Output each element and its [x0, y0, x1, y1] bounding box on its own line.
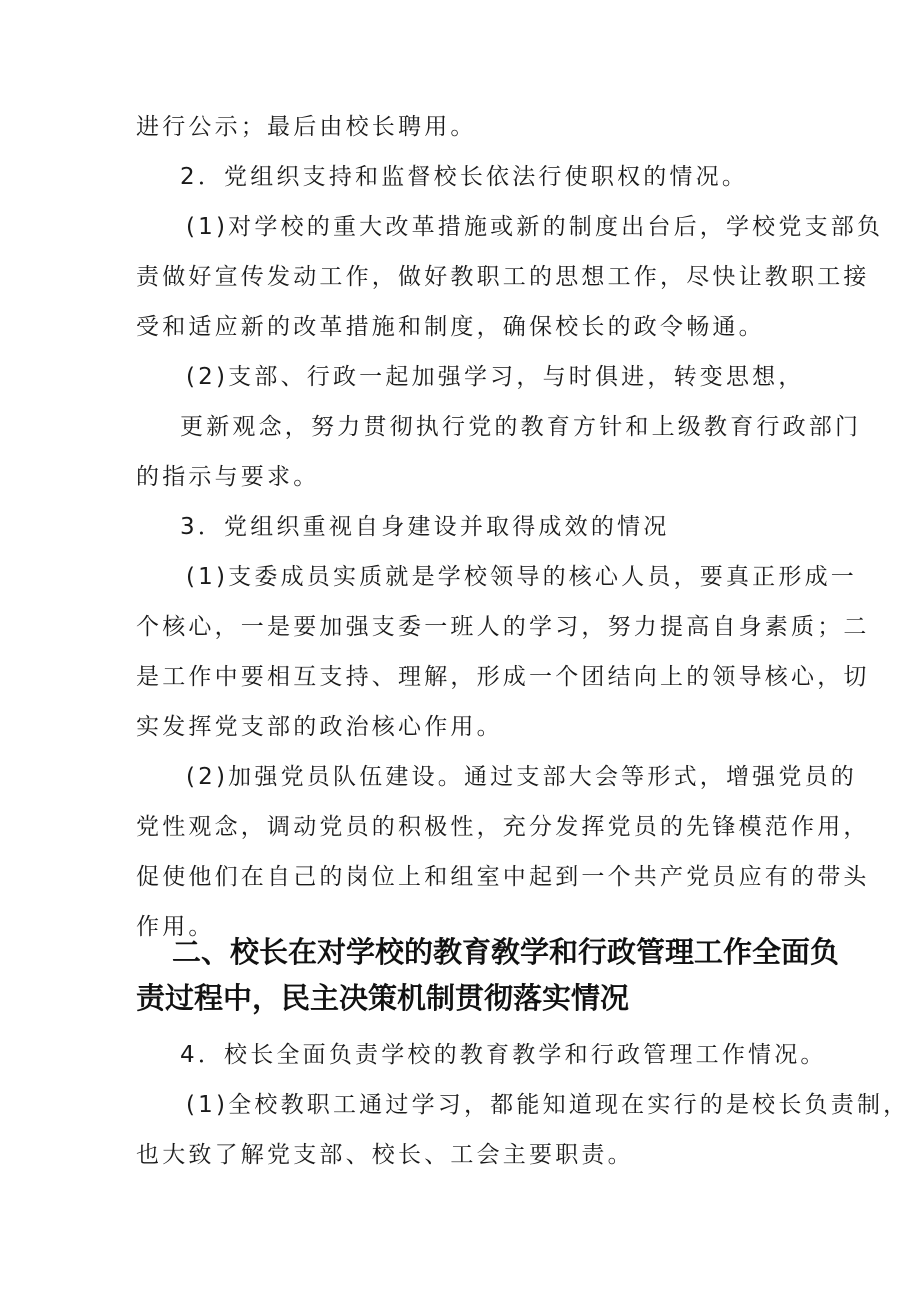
body-line: 促使他们在自己的岗位上和组室中起到一个共产党员应有的带头	[136, 864, 870, 890]
body-line: 个核心，一是要加强支委一班人的学习，努力提高自身素质；二	[136, 614, 870, 640]
body-line: 党性观念，调动党员的积极性，充分发挥党员的先锋模范作用，	[136, 814, 870, 840]
body-line: (1)对学校的重大改革措施或新的制度出台后，学校党支部负	[186, 214, 884, 240]
section-heading-line-1: 二、校长在对学校的教育敎学和行政管理工作全面负	[172, 935, 840, 969]
body-line: 责做好宣传发动工作，做好教职工的思想工作，尽快让教职工接	[136, 264, 870, 290]
body-line: (2)加强党员队伍建设。通过支部大会等形式，增强党员的	[186, 764, 857, 790]
body-line: 进行公示；最后由校长聘用。	[136, 114, 477, 140]
body-line: 的指示与要求。	[136, 464, 320, 490]
section-heading-line-2: 责过程中，民主决策机制贯彻落实情况	[136, 981, 630, 1015]
body-line: 是工作中要相互支持、理解，形成一个团结向上的领导核心，切	[136, 664, 870, 690]
body-line: (2)支部、行政一起加强学习，与时俱进，转变思想，	[186, 364, 805, 390]
section-item-4: 4．校长全面负责学校的教育教学和行政管理工作情况。	[180, 1042, 827, 1068]
body-line: 实发挥党支部的政治核心作用。	[136, 714, 503, 740]
body-line: 也大致了解党支部、校长、工会主要职责。	[136, 1142, 634, 1168]
section-item-3: 3．党组织重视自身建设并取得成效的情况	[180, 514, 670, 540]
body-line: 更新观念，努力贯彻执行党的教育方针和上级教育行政部门	[180, 414, 862, 440]
body-line: 受和适应新的改革措施和制度，确保校长的政令畅通。	[136, 314, 765, 340]
body-line: (1)全校教职工通过学习，都能知道现在实行的是校长负责制，	[186, 1092, 910, 1118]
body-line: 作用。	[136, 914, 215, 940]
body-line: (1)支委成员实质就是学校领导的核心人员，要真正形成一	[186, 564, 857, 590]
section-item-2: 2．党组织支持和监督校长依法行使职权的情况。	[180, 164, 749, 190]
